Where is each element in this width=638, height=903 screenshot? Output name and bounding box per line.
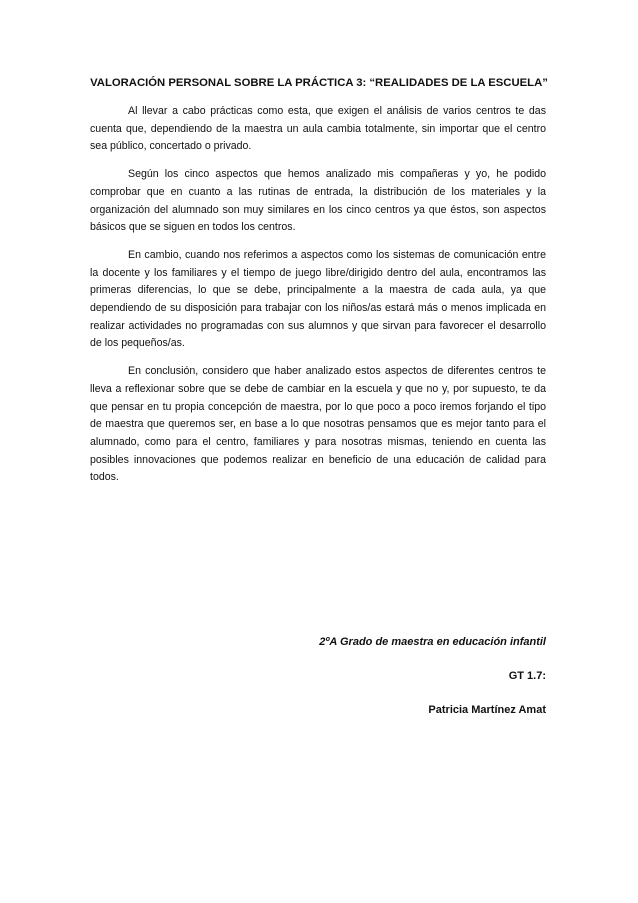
paragraph-3: En cambio, cuando nos referimos a aspectos como los sistemas de comunicación entre la docente y los familiares y el tiempo de juego libre/dirigido dentro del aula, encontramos las primeras diferencias, lo que se debe, principalmente a la maestra de cada aula, ya que dependiendo de su disposición para trabajar con los niños/as estará más o menos implicada en realizar actividades no programadas con sus alumnos y que sirvan para favorecer el desarrollo de los pequeños/as. [90, 248, 546, 350]
paragraph-1: Al llevar a cabo prácticas como esta, que exigen el análisis de varios centros te das cuenta que, dependiendo de la maestra un aula cambia totalmente, sin importar que el centro sea público, concertado o privado. [90, 105, 546, 153]
footer-course: 2ºA Grado de maestra en educación infantil [319, 636, 546, 648]
footer-group: GT 1.7: [508, 670, 546, 682]
document-title: VALORACIÓN PERSONAL SOBRE LA PRÁCTICA 3: “REALIDADES DE LA ESCUELA” [90, 77, 548, 89]
paragraph-4: En conclusión, considero que haber analizado estos aspectos de diferentes centros te lleva a reflexionar sobre que se debe de cambiar en la escuela y que no y, por supuesto, te da que pensar en tu propia concepción de maestra, por lo que poco a poco iremos forjando el tipo de maestra que queremos ser, en base a lo que nosotras pensamos que es mejor tanto para el alumnado, como para el centro, familiares y para nosotras mismas, teniendo en cuenta las posibles innovaciones que podemos realizar en beneficio de una educación de calidad para todos. [90, 365, 546, 484]
paragraph-2: Según los cinco aspectos que hemos analizado mis compañeras y yo, he podido comprobar que en cuanto a las rutinas de entrada, la distribución de los materiales y la organización del alumnado son muy similares en los cinco centros ya que éstos, son aspectos básicos que se siguen en todos los centros. [90, 168, 546, 234]
footer-author: Patricia Martínez Amat [428, 704, 546, 716]
document-body [90, 103, 546, 497]
